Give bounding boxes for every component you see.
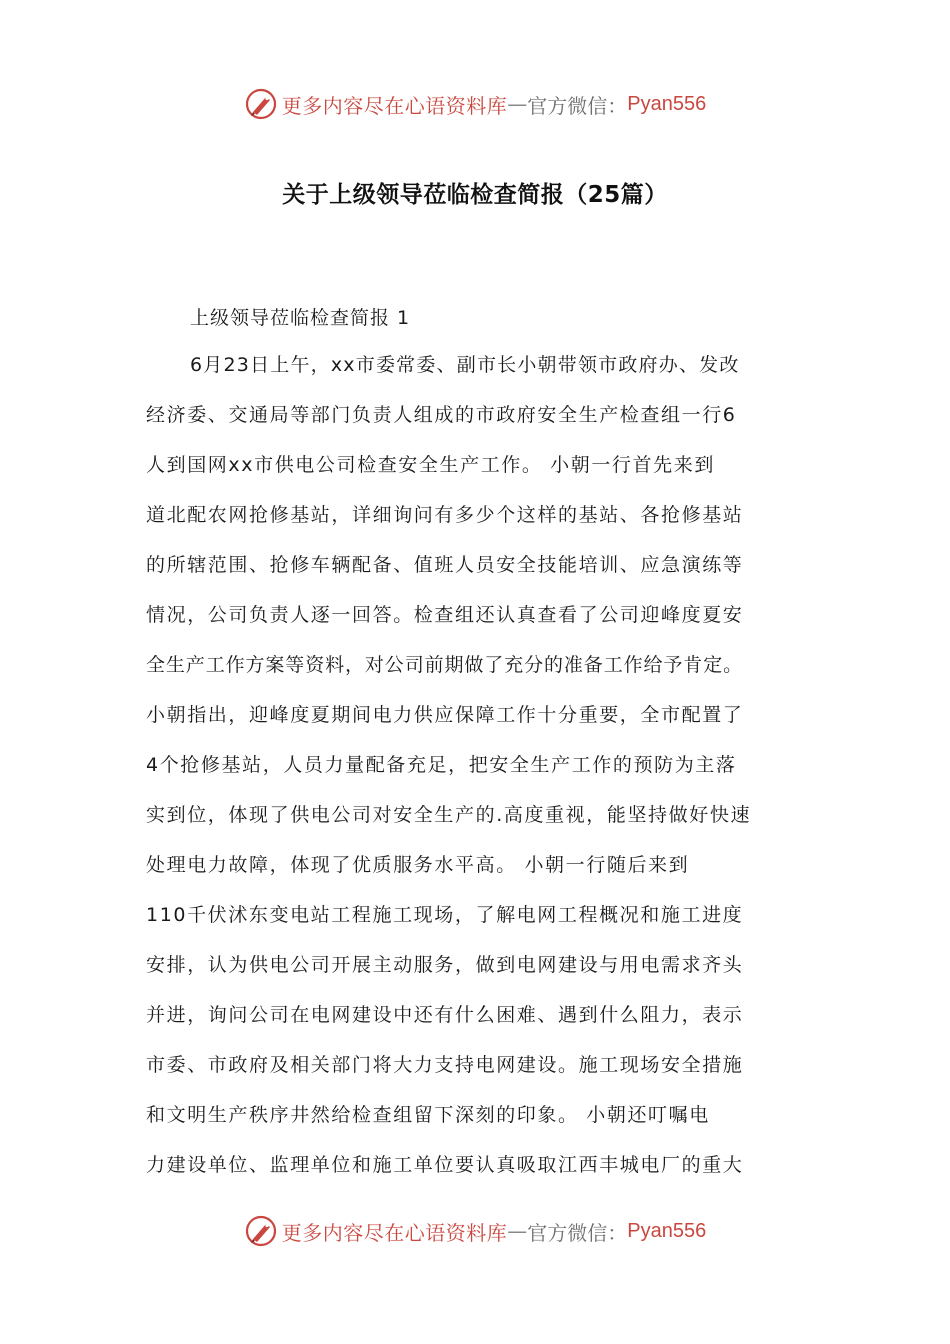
body-line: 人到国网xx市供电公司检查安全生产工作。 小朝一行首先来到	[146, 454, 715, 476]
body-line: 安排，认为供电公司开展主动服务，做到电网建设与用电需求齐头	[146, 954, 744, 976]
footer-watermark-banner	[0, 1211, 950, 1251]
pen-nib-logo-icon	[244, 87, 278, 121]
body-line: 情况，公司负责人逐一回答。检查组还认真查看了公司迎峰度夏安	[146, 604, 744, 626]
banner-dash: —	[507, 92, 528, 116]
banner-wechat-id: Pyan556	[627, 1219, 707, 1242]
body-line: 处理电力故障，体现了优质服务水平高。 小朝一行随后来到	[146, 854, 690, 876]
body-line: 实到位，体现了供电公司对安全生产的.高度重视，能坚持做好快速	[146, 804, 752, 826]
header-watermark-banner	[0, 84, 950, 124]
body-line: 道北配农网抢修基站，详细询问有多少个这样的基站、各抢修基站	[146, 504, 744, 526]
pen-nib-logo-icon	[244, 1214, 278, 1248]
body-line: 6月23日上午，xx市委常委、副市长小朝带领市政府办、发改	[190, 354, 740, 376]
body-line: 力建设单位、监理单位和施工单位要认真吸取江西丰城电厂的重大	[146, 1154, 744, 1176]
body-line: 4个抢修基站，人员力量配备充足，把安全生产工作的预防为主落	[146, 754, 737, 776]
document-title: 关于上级领导莅临检查简报（25篇）	[282, 182, 668, 208]
banner-wechat-label: 官方微信：	[527, 93, 628, 118]
body-line: 和文明生产秩序井然给检查组留下深刻的印象。 小朝还叮嘱电	[146, 1104, 710, 1126]
banner-wechat-id: Pyan556	[627, 92, 707, 115]
body-line: 市委、市政府及相关部门将大力支持电网建设。施工现场安全措施	[146, 1054, 744, 1076]
banner-wechat-label: 官方微信：	[527, 1220, 628, 1245]
banner-site-text: 更多内容尽在心语资料库	[281, 93, 508, 118]
banner-site-text: 更多内容尽在心语资料库	[281, 1220, 508, 1245]
body-line: 并进，询问公司在电网建设中还有什么困难、遇到什么阻力，表示	[146, 1004, 744, 1026]
body-line: 经济委、交通局等部门负责人组成的市政府安全生产检查组一行6	[146, 404, 737, 426]
body-line: 110千伏沭东变电站工程施工现场，了解电网工程概况和施工进度	[146, 904, 744, 926]
section-subtitle: 上级领导莅临检查简报 1	[190, 307, 411, 329]
banner-dash: —	[507, 1219, 528, 1243]
body-line: 小朝指出，迎峰度夏期间电力供应保障工作十分重要，全市配置了	[146, 704, 744, 726]
body-line: 全生产工作方案等资料，对公司前期做了充分的准备工作给予肯定。	[146, 654, 744, 676]
body-line: 的所辖范围、抢修车辆配备、值班人员安全技能培训、应急演练等	[146, 554, 744, 576]
